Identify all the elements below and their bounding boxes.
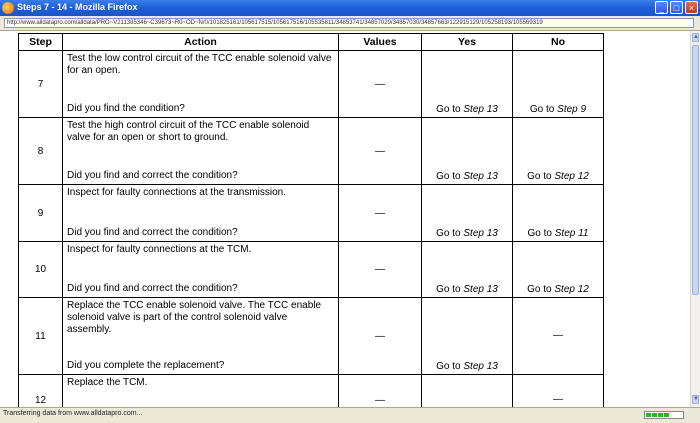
progress-block [664,413,669,417]
no-goto-prefix: Go to [527,284,555,295]
table-row [19,298,604,375]
table-header-row [19,34,604,51]
yes-step-link: Step 13 [463,171,498,182]
no-step-link: Step 12 [554,171,589,182]
no-cell [513,242,604,298]
scrollbar-thumb[interactable] [692,45,699,295]
yes-step-link: Step 13 [463,361,498,372]
header-no: No [513,34,604,51]
action-text: Test the high control circuit of the TCC enable solenoid valve for an open or short to ground. [67,120,310,143]
action-question: Did you find and correct the condition? [67,283,238,294]
step-number: 9 [19,185,63,242]
yes-step-link: Step 13 [463,228,498,239]
yes-cell [422,185,513,242]
action-text: Inspect for faulty connections at the transmission. [67,187,286,198]
step-number: 11 [19,298,63,375]
header-yes: Yes [422,34,513,51]
action-cell [63,298,339,375]
step-number: 12 [19,375,63,408]
status-bar [0,407,700,423]
action-cell [63,118,339,185]
no-step-link: Step 11 [554,228,589,239]
header-step: Step [19,34,63,51]
diagnostic-steps-table [18,33,604,407]
loading-progress-bar [644,411,684,419]
vertical-scrollbar[interactable] [690,31,700,407]
table-row [19,118,604,185]
progress-block [652,413,657,417]
yes-cell [422,298,513,375]
yes-goto-prefix: Go to [436,284,464,295]
close-button[interactable]: × [685,1,698,14]
action-text: Replace the TCC enable solenoid valve. The TCC enable solenoid valve is part of the control solenoid valve assembly. [67,300,322,335]
minimize-button[interactable]: _ [655,1,668,14]
no-goto-prefix: Go to [527,228,555,239]
action-cell [63,242,339,298]
action-question: Did you complete the replacement? [67,360,225,371]
yes-cell [422,118,513,185]
table-row [19,242,604,298]
yes-step-link: Step 13 [463,104,498,115]
no-goto-prefix: Go to [527,171,555,182]
values-cell: — [339,298,422,375]
no-cell [513,51,604,118]
action-text: Replace the TCM. [67,377,148,388]
values-cell: — [339,375,422,408]
no-cell: — [513,298,604,375]
url-field[interactable]: http://www.alldatapro.com/alldata/PRO~V211385346~C39673~R0~OD~N/0/101825161/105617515/105617516/105535811/34853741/34857029/34857030/34857663/122915129/105258193/105569319 [4,18,694,28]
step-number: 10 [19,242,63,298]
page-content [0,31,690,407]
step-number: 8 [19,118,63,185]
values-cell: — [339,242,422,298]
no-cell [513,118,604,185]
no-goto-prefix: Go to [529,104,558,115]
yes-goto-prefix: Go to [436,171,464,182]
no-cell [513,185,604,242]
maximize-button[interactable]: □ [670,1,683,14]
no-cell: — [513,375,604,408]
firefox-icon [2,2,14,14]
table-row [19,375,604,408]
status-text: Transferring data from www.alldatapro.com... [3,410,143,417]
action-text: Inspect for faulty connections at the TCM. [67,244,252,255]
yes-goto-prefix: Go to [436,104,464,115]
step-number: 7 [19,51,63,118]
address-bar [0,16,700,31]
table-row [19,185,604,242]
header-action: Action [63,34,339,51]
action-question: Did you find the condition? [67,103,185,114]
scroll-up-arrow-icon[interactable]: ▲ [693,34,699,40]
progress-block [646,413,651,417]
action-question: Did you find and correct the condition? [67,170,238,181]
values-cell: — [339,118,422,185]
window-titlebar [0,0,700,16]
action-cell [63,185,339,242]
action-question: Did you find and correct the condition? [67,227,238,238]
no-step-link: Step 9 [557,104,587,115]
yes-cell [422,51,513,118]
values-cell: — [339,51,422,118]
scroll-down-arrow-icon[interactable]: ▼ [693,396,699,402]
no-step-link: Step 12 [554,284,589,295]
values-cell: — [339,185,422,242]
yes-goto-prefix: Go to [436,361,464,372]
yes-step-link: Step 13 [463,284,498,295]
action-cell [63,51,339,118]
yes-cell [422,375,513,408]
header-values: Values [339,34,422,51]
window-title: Steps 7 - 14 - Mozilla Firefox [17,2,138,12]
yes-goto-prefix: Go to [436,228,464,239]
action-cell [63,375,339,408]
table-row [19,51,604,118]
progress-block [658,413,663,417]
action-text: Test the low control circuit of the TCC enable solenoid valve for an open. [67,53,332,76]
yes-cell [422,242,513,298]
